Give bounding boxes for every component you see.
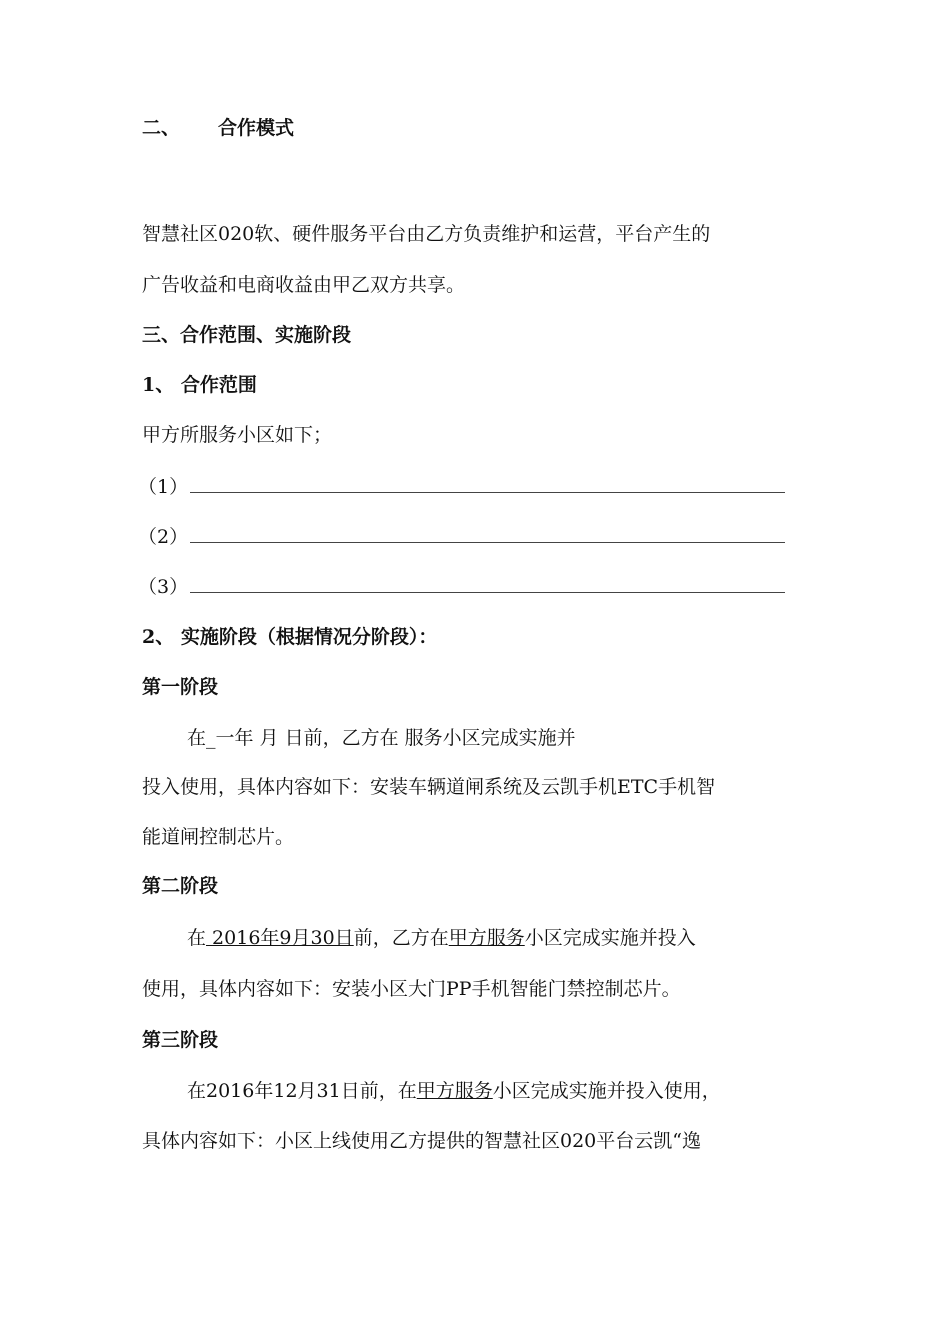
phase-3-party: 甲方服务: [416, 1080, 493, 1102]
section-2-paragraph-line-1: 智慧社区020软、硬件服务平台由乙方负责维护和运营，平台产生的: [142, 223, 711, 245]
phase-2-text: 前，乙方在: [353, 927, 449, 949]
section-3-heading: 三、合作范围、实施阶段: [142, 324, 352, 346]
community-entry-label: （1）: [138, 476, 189, 498]
phase-2-line-1: [187, 926, 696, 950]
subsection-1-intro: 甲方所服务小区如下；: [142, 424, 333, 446]
community-entry-label: （2）: [138, 526, 189, 548]
phase-2-text: 小区完成实施并投入: [524, 927, 696, 949]
community-blank-line: [190, 474, 785, 493]
phase-1-line-2: 投入使用，具体内容如下：安装车辆道闸系统及云凯手机ETC手机智: [142, 776, 716, 798]
section-2-title: 合作模式: [218, 117, 295, 139]
subsection-1-heading: 1、 合作范围: [142, 374, 257, 396]
phase-1-line-1: 在_一年 月 日前，乙方在 服务小区完成实施并: [187, 727, 576, 749]
phase-3-line-1: [187, 1079, 721, 1103]
community-entry-1: [138, 474, 785, 499]
community-entry-3: [138, 574, 785, 599]
phase-2-date: 2016年9月30日: [206, 927, 354, 949]
phase-1-title: 第一阶段: [142, 676, 219, 698]
section-2-heading: [142, 116, 294, 140]
phase-3-title: 第三阶段: [142, 1029, 219, 1051]
community-blank-line: [190, 524, 785, 543]
phase-2-title: 第二阶段: [142, 875, 219, 897]
phase-2-line-2: 使用，具体内容如下：安装小区大门PP手机智能门禁控制芯片。: [142, 978, 681, 1000]
section-2-paragraph-line-2: 广告收益和电商收益由甲乙双方共享。: [142, 274, 466, 296]
phase-2-text: 在: [187, 927, 207, 949]
phase-1-line-3: 能道闸控制芯片。: [142, 826, 295, 848]
section-2-number: 二、: [142, 117, 181, 139]
phase-2-party: 甲方服务: [448, 927, 525, 949]
subsection-2-heading: 2、 实施阶段（根据情况分阶段）：: [142, 626, 438, 648]
community-entry-label: （3）: [138, 576, 189, 598]
phase-3-text: 在2016年12月31日前，在: [187, 1080, 417, 1102]
phase-3-text: 小区完成实施并投入使用，: [492, 1080, 721, 1102]
community-blank-line: [190, 574, 785, 593]
phase-3-line-2: 具体内容如下：小区上线使用乙方提供的智慧社区020平台云凯“逸: [142, 1130, 701, 1152]
community-entry-2: [138, 524, 785, 549]
